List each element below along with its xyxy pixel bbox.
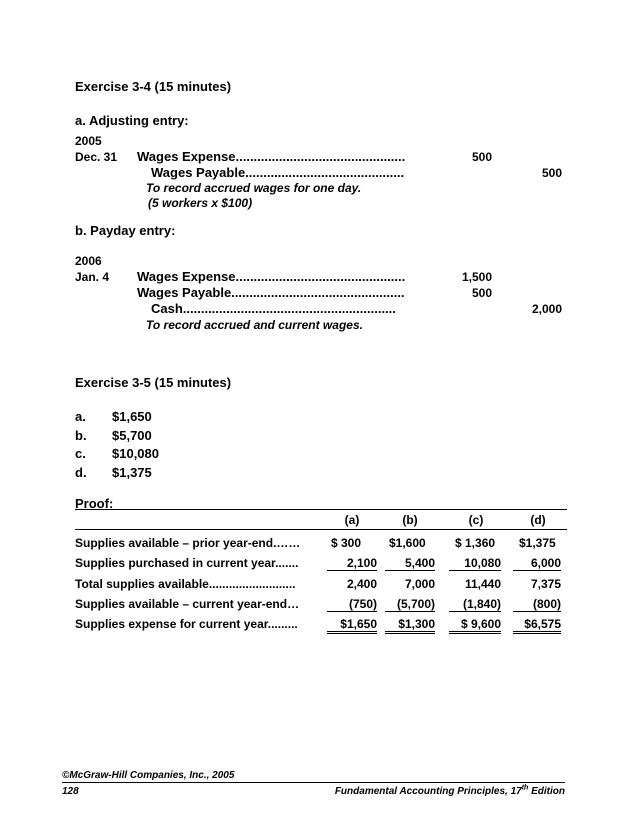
- cell: $ 9,600: [449, 617, 501, 634]
- row-label: Supplies expense for current year.........: [75, 617, 298, 631]
- cell: 7,000: [404, 577, 435, 591]
- proof-label: Proof:: [75, 496, 114, 511]
- cell: (750): [327, 597, 377, 612]
- answer-value: $10,080: [112, 446, 159, 461]
- adjusting-entry-heading: a. Adjusting entry:: [75, 113, 189, 128]
- answer-letter: d.: [75, 465, 87, 480]
- book-title-text: Fundamental Accounting Principles, 17: [334, 786, 522, 797]
- answer-value: $5,700: [112, 428, 152, 443]
- row-label: Supplies available – current year-end…: [75, 597, 300, 611]
- answer-value: $1,650: [112, 409, 152, 424]
- answer-letter: a.: [75, 409, 86, 424]
- cell: $6,575: [513, 617, 561, 634]
- book-title-edition: Edition: [528, 786, 565, 797]
- cell: 7,375: [530, 577, 561, 591]
- cell: $ 1,360: [455, 536, 496, 550]
- debit-amount: 500: [471, 150, 492, 164]
- row-label: Supplies purchased in current year.......: [75, 556, 299, 570]
- cell: (800): [513, 597, 561, 612]
- column-header: (c): [468, 513, 484, 527]
- exercise-3-5-title: Exercise 3-5 (15 minutes): [75, 375, 232, 390]
- debit-amount: 500: [471, 286, 492, 300]
- answer-letter: b.: [75, 428, 87, 443]
- copyright-notice: ©McGraw-Hill Companies, Inc., 2005: [62, 770, 235, 781]
- cell: 2,400: [346, 577, 377, 591]
- cell: (1,840): [449, 597, 501, 612]
- footer-rule: [62, 782, 565, 783]
- cell: $1,650: [327, 617, 377, 634]
- row-label: Supplies available – prior year-end.……: [75, 536, 301, 550]
- credit-amount: 2,000: [531, 302, 562, 316]
- column-header: (b): [402, 513, 418, 527]
- credit-amount: 500: [541, 166, 562, 180]
- cell: 10,080: [449, 556, 501, 571]
- cell: $1,600: [389, 536, 426, 550]
- cell: 5,400: [385, 556, 435, 571]
- exercise-3-4-title: Exercise 3-4 (15 minutes): [75, 79, 232, 94]
- cell: (5,700): [385, 597, 435, 612]
- cell: 6,000: [513, 556, 561, 571]
- cell: 11,440: [464, 577, 501, 591]
- cell: 2,100: [327, 556, 377, 571]
- book-title: [325, 786, 565, 797]
- entry-year: 2005: [75, 134, 102, 148]
- payday-entry-heading: b. Payday entry:: [75, 223, 176, 238]
- debit-amount: 1,500: [461, 270, 492, 284]
- entry-memo: To record accrued and current wages.: [146, 318, 363, 332]
- book-title-ordinal: th: [521, 784, 529, 792]
- cell: $1,300: [385, 617, 435, 634]
- answer-letter: c.: [75, 446, 86, 461]
- column-header: (d): [530, 513, 546, 527]
- cell: $ 300: [331, 536, 362, 550]
- entry-date: Dec. 31: [75, 150, 118, 164]
- entry-year: 2006: [75, 254, 102, 268]
- debit-account: Wages Payable................................................: [137, 285, 405, 300]
- proof-header-rule: [75, 529, 567, 530]
- answer-value: $1,375: [112, 465, 152, 480]
- proof-top-rule: [75, 509, 567, 510]
- column-header: (a): [344, 513, 360, 527]
- entry-memo-detail: (5 workers x $100): [148, 196, 253, 210]
- credit-account: Wages Payable............................................: [151, 165, 405, 180]
- debit-account: Wages Expense...............................................: [137, 149, 406, 164]
- row-label: Total supplies available..........................: [75, 577, 296, 591]
- page-number: 128: [62, 786, 79, 797]
- entry-memo: To record accrued wages for one day.: [146, 181, 362, 195]
- entry-date: Jan. 4: [75, 270, 110, 284]
- cell: $1,375: [519, 536, 556, 550]
- credit-account: Cash...........................................................: [151, 301, 396, 316]
- debit-account: Wages Expense...............................................: [137, 269, 406, 284]
